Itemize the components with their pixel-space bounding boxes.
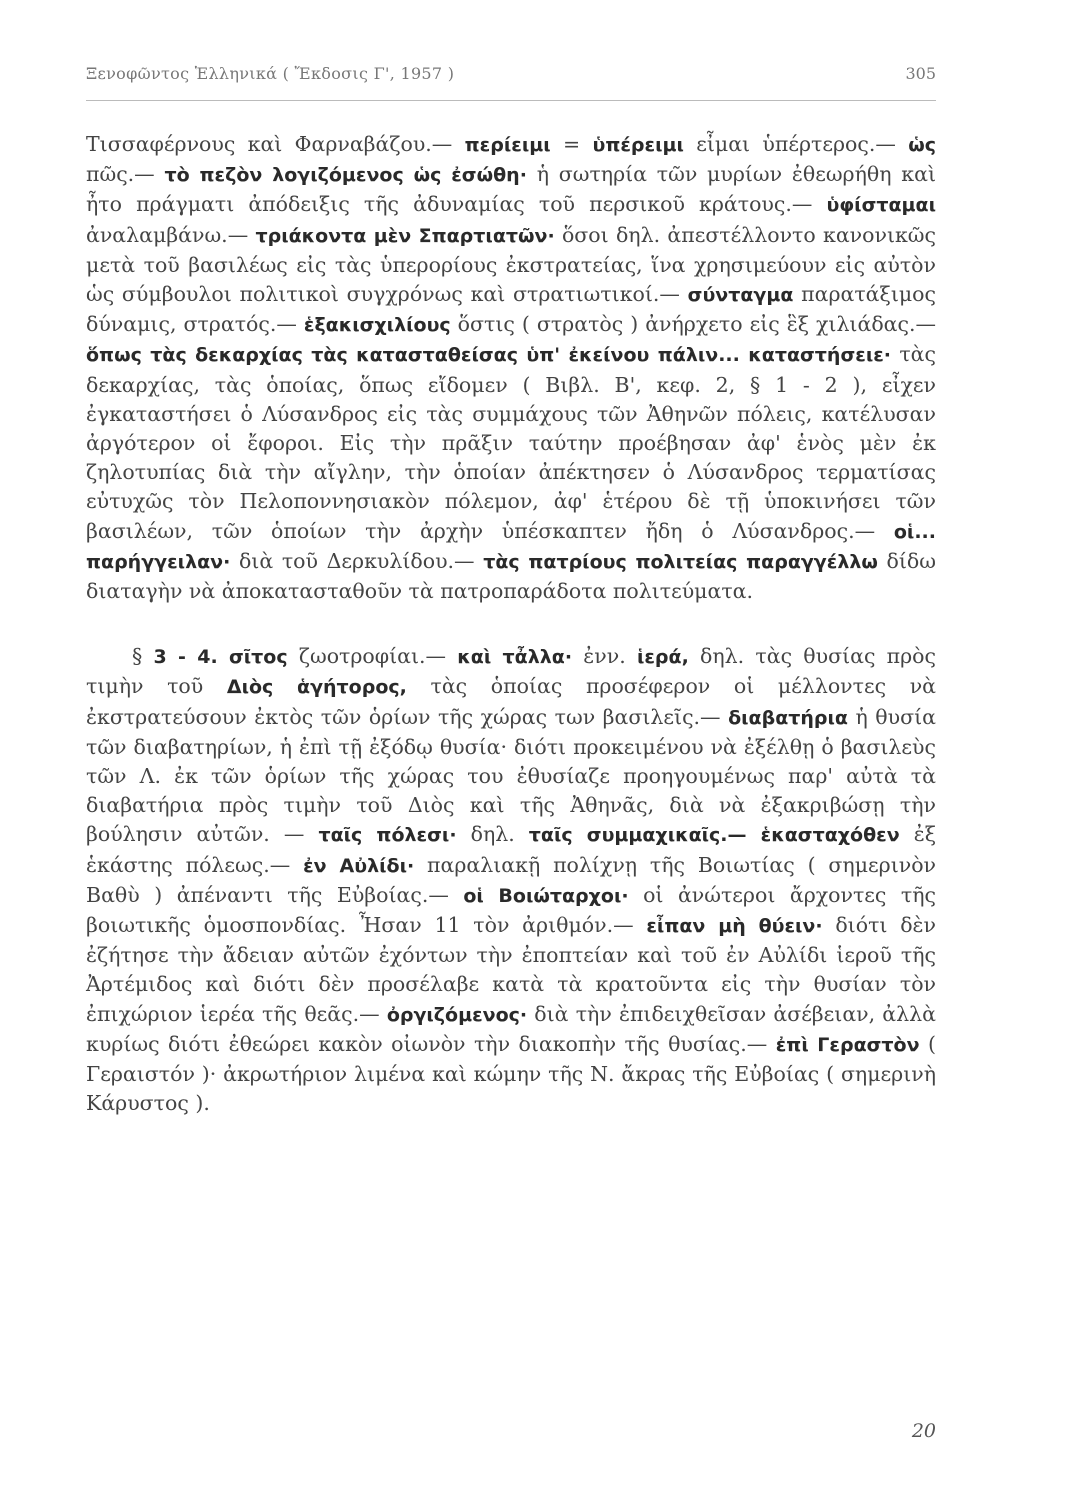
page-number: 305	[905, 64, 936, 83]
lemma-term: ταῖς πόλεσι·	[318, 824, 457, 847]
commentary-text: ( Γεραιστόν )· ἀκρωτήριον λιμένα καὶ κώμην τῆς Ν. ἄκρας τῆς Εὐβοίας ( σημερινὴ Κάρυστος ).	[86, 1031, 937, 1116]
commentary-text: =	[550, 132, 593, 156]
lemma-term: ὑφίσταμαι	[826, 194, 936, 217]
commentary-text: τὰς ὁποίας προσέφερον οἱ μέλλοντες νὰ ἐκστρατεύσουν ἐκτὸς τῶν ὁρίων τῆς χώρας των βασιλεῖς.—	[86, 674, 937, 729]
commentary-text: εἶμαι ὑπέρτερος.—	[683, 132, 909, 156]
commentary-text: ἀναλαμβάνω.—	[86, 222, 256, 247]
lemma-term: ὀργιζόμενος·	[386, 1003, 528, 1026]
lemma-term: περίειμι	[464, 134, 551, 156]
commentary-text: διὰ τοῦ Δερκυλίδου.—	[230, 548, 484, 573]
paragraph-2	[86, 642, 936, 1118]
commentary-text: οἱ ἀνώτεροι ἄρχοντες τῆς βοιωτικῆς ὁμοσπονδίας. Ἦσαν 11 τὸν ἀριθμόν.—	[86, 882, 937, 938]
paragraph-1	[86, 130, 936, 606]
lemma-term: ὡς	[908, 134, 936, 156]
commentary-text: παραλιακῇ πολίχνῃ τῆς Βοιωτίας ( σημερινὸν Βαθὺ ) ἀπέναντι τῆς Εὐβοίας.—	[86, 852, 936, 907]
commentary-text: ἐνν.	[572, 644, 637, 669]
commentary-text: τὰς δεκαρχίας, τὰς ὁποίας, ὅπως εἴδομεν ( Βιβλ. Β', κεφ. 2, § 1 - 2 ), εἶχεν ἐγκαταστήσει ὁ Λύσανδρος εἰς τὰς συμμάχους τῶν Ἀθηνῶν πόλεις, κατέλυσαν ἀργότερον οἱ ἔφοροι. Εἰς τὴν πρᾶξιν ταύτην προέβησαν ἀφ' ἑνὸς μὲν ἐκ ζηλοτυπίας διὰ τὴν αἴγλην, τὴν ὁποίαν ἀπέκτησεν ὁ Λύσανδρος τερματίσας εὐτυχῶς τὸν Πελοποννησιακὸν πόλεμον, ἀφ' ἑτέρου δὲ τῇ ὑποκινήσει τῶν βασιλέων, τῶν ὁποίων τὴν ἀρχὴν ὑπέσκαπτεν ἤδη ὁ Λύσανδρος.—	[86, 342, 936, 543]
lemma-term: τριάκοντα μὲν Σπαρτιατῶν·	[255, 224, 555, 247]
lemma-term: εἶπαν μὴ θύειν·	[646, 915, 823, 938]
lemma-term: ὅπως τὰς δεκαρχίας τὰς κατασταθείσας ὑπ' ἐκείνου πάλιν... καταστήσειε·	[86, 344, 892, 367]
lemma-term: οἱ Βοιώταρχοι·	[463, 884, 629, 907]
lemma-term: ἐπὶ Γεραστὸν	[775, 1033, 920, 1056]
lemma-term: ἱερά,	[636, 646, 689, 669]
lemma-term: 3 - 4. σῖτος	[153, 646, 288, 669]
commentary-text: ζωοτροφίαι.—	[287, 644, 458, 669]
commentary-text: δίδω διαταγὴν νὰ ἀποκατασταθοῦν τὰ πατροπαράδοτα πολιτεύματα.	[86, 548, 936, 604]
commentary-text: ἐξ ἑκάστης πόλεως.—	[86, 822, 937, 877]
commentary-text: Τισσαφέρνους καὶ Φαρναβάζου.—	[86, 132, 465, 156]
commentary-text: ἡ σωτηρία τῶν μυρίων ἐθεωρήθη καὶ ἦτο πράγματι ἀπόδειξις τῆς ἀδυναμίας τοῦ περσικοῦ κράτους.—	[86, 162, 936, 217]
commentary-text: ὅσοι δηλ. ἀπεστέλλοντο κανονικῶς μετὰ τοῦ βασιλέως εἰς τὰς ὑπερορίους ἐκστρατείας, ἵνα χρησιμεύουν εἰς αὐτὸν ὡς σύμβουλοι πολιτικοὶ συγχρόνως καὶ στρατιωτικοί.—	[86, 222, 937, 307]
lemma-term: ἐν Αὐλίδι·	[303, 854, 415, 877]
running-header	[86, 64, 936, 92]
commentary-text: πῶς.—	[86, 162, 165, 187]
lemma-term: ταῖς συμμαχικαῖς.— ἑκασταχόθεν	[528, 824, 900, 847]
lemma-term: τὰς πατρίους πολιτείας παραγγέλλω	[483, 550, 878, 573]
lemma-term: σύνταγμα	[687, 284, 794, 307]
header-rule	[86, 100, 936, 101]
lemma-term: Διὸς ἁγήτορος,	[226, 676, 407, 699]
commentary-text: ὅστις ( στρατὸς ) ἀνήρχετο εἰς ἓξ χιλιάδας.—	[450, 312, 937, 337]
lemma-term: διαβατήρια	[728, 706, 848, 729]
commentary-text: §	[132, 644, 154, 669]
commentary-text: ἡ θυσία τῶν διαβατηρίων, ἡ ἐπὶ τῇ ἐξόδῳ θυσία· διότι προκειμένου νὰ ἐξέλθῃ ὁ βασιλεὺς τῶν Λ. ἐκ τῶν ὁρίων τῆς χώρας του ἐθυσίαζε προηγουμένως παρ' αὐτὰ τὰ διαβατήρια πρὸς τιμὴν τοῦ Διὸς καὶ τῆς Ἀθηνᾶς, διὰ νὰ ἐξακριβώσῃ τὴν βούλησιν αὐτῶν. —	[86, 704, 936, 847]
commentary-text: δηλ.	[456, 822, 529, 847]
commentary-text: διότι δὲν ἐζήτησε τὴν ἄδειαν αὐτῶν ἐχόντων τὴν ἐποπτείαν καὶ τοῦ ἐν Αὐλίδι ἱεροῦ τῆς Ἀρτέμιδος καὶ διότι δὲν προσέλαβε κατὰ τὰ κρατοῦντα εἰς τὴν θυσίαν τὸν ἐπιχώριον ἱερέα τῆς θεᾶς.—	[86, 913, 936, 1026]
header-title: Ξενοφῶντος Ἑλληνικά ( Ἔκδοσις Γ', 1957 )	[86, 64, 455, 83]
lemma-term: τὸ πεζὸν λογιζόμενος ὡς ἐσώθη·	[164, 164, 527, 187]
commentary-text: δηλ. τὰς θυσίας πρὸς τιμὴν τοῦ	[86, 644, 937, 699]
commentary-text: παρατάξιμος δύναμις, στρατός.—	[86, 282, 937, 337]
lemma-term: ἑξακισχιλίους	[303, 314, 451, 337]
signature-mark: 20	[911, 1420, 936, 1442]
commentary-text: διὰ τὴν ἐπιδειχθεῖσαν ἀσέβειαν, ἀλλὰ κυρίως διότι ἐθεώρει κακὸν οἰωνὸν τὴν διακοπὴν τῆς θυσίας.—	[86, 1001, 936, 1056]
lemma-term: οἱ... παρήγγειλαν·	[86, 520, 936, 573]
commentary-body	[86, 130, 936, 1119]
lemma-term: καὶ τἆλλα·	[457, 646, 573, 669]
lemma-term: ὑπέρειμι	[592, 134, 684, 156]
